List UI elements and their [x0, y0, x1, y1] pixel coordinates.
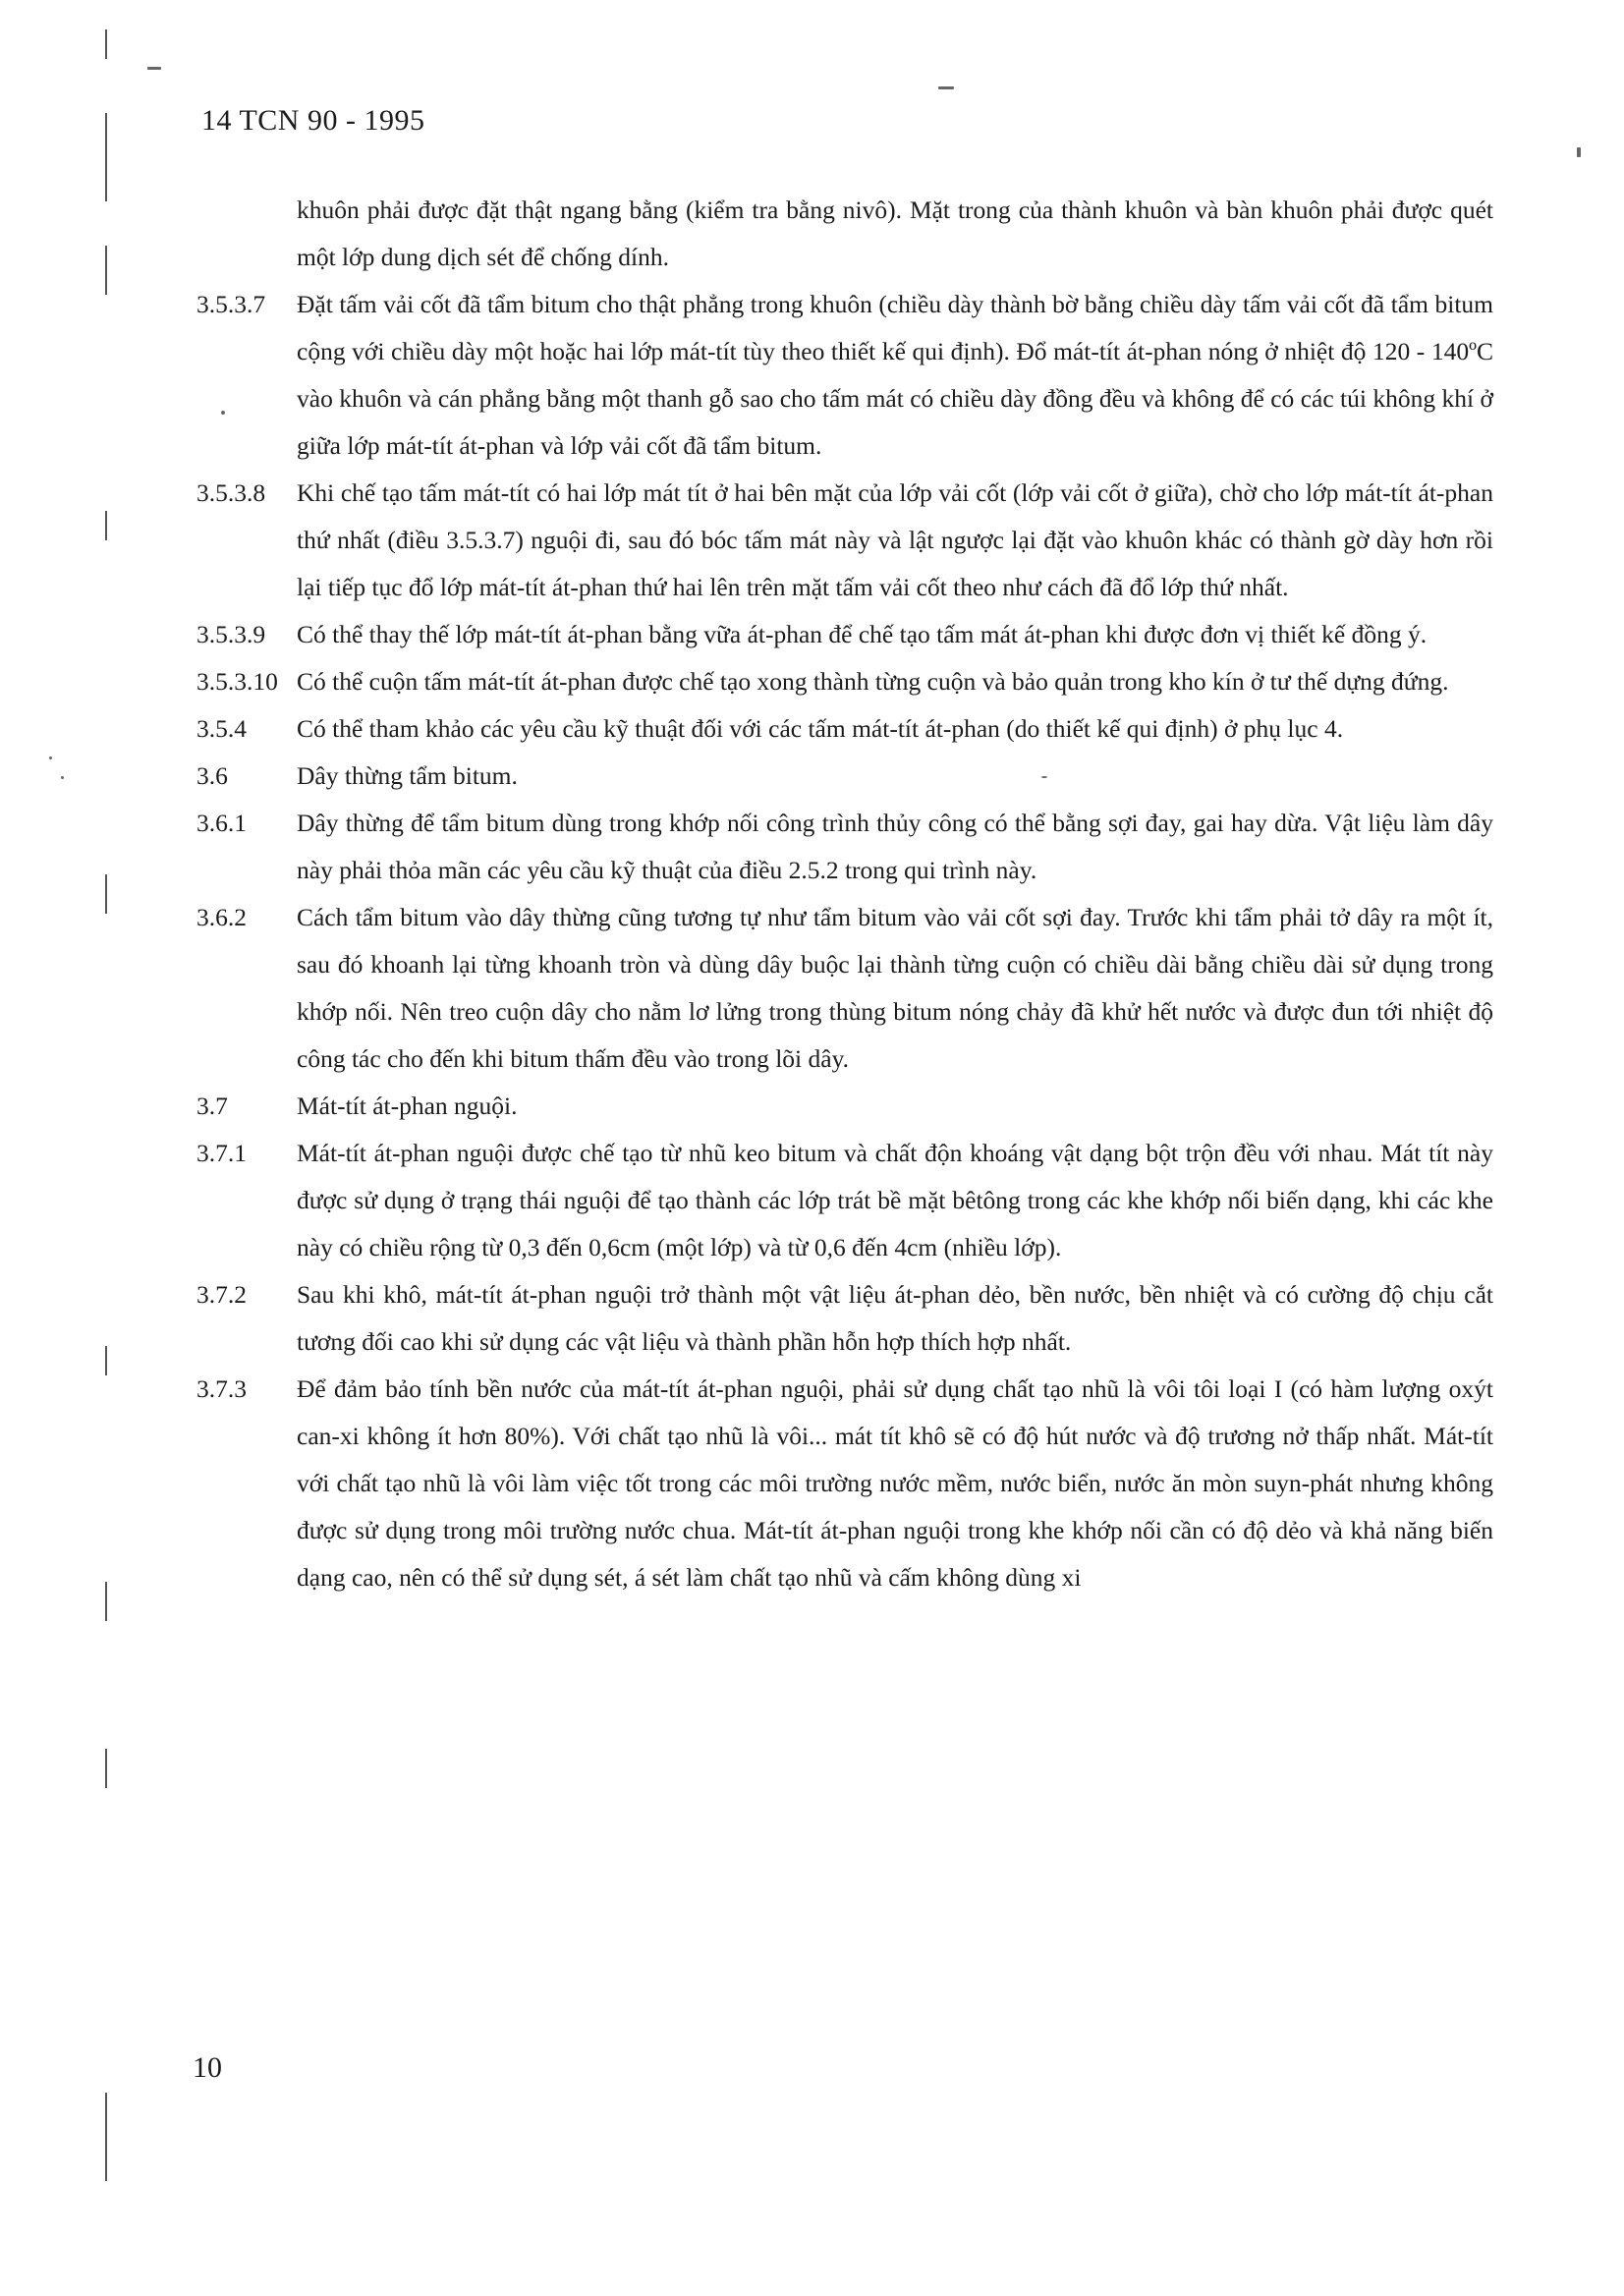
clause-number: 3.5.3.7	[196, 290, 266, 318]
clause-number: 3.7.2	[196, 1280, 247, 1309]
document-code-header: 14 TCN 90 - 1995	[201, 104, 425, 137]
scan-margin-mark	[105, 874, 107, 914]
paragraph-3-5-3-10	[196, 658, 1493, 705]
section-heading-text: Dây thừng tẩm bitum.	[297, 761, 518, 790]
scan-speck	[61, 776, 64, 779]
paragraph-text: Sau khi khô, mát-tít át-phan nguội trở thành một vật liệu át-phan dẻo, bền nước, bền nhiệt và có cường độ chịu cắt tương đối cao khi sử dụng các vật liệu và thành phần hỗn hợp thích hợp nhất.	[297, 1280, 1493, 1356]
paragraph-text: Cách tẩm bitum vào dây thừng cũng tương tự như tẩm bitum vào vải cốt sợi đay. Trước khi tẩm phải tở dây ra một ít, sau đó khoanh lại từng khoanh tròn và dùng dây buộc lại thành từng cuộn có chiều dài bằng chiều dài sử dụng trong khớp nối. Nên treo cuộn dây cho nằm lơ lửng trong thùng bitum nóng chảy đã khử hết nước và được đun tới nhiệt độ công tác cho đến khi bitum thấm đều vào trong lõi dây.	[297, 903, 1493, 1073]
clause-number: 3.7.1	[196, 1139, 247, 1167]
paragraph-text: Đặt tấm vải cốt đã tẩm bitum cho thật phẳng trong khuôn (chiều dày thành bờ bằng chiều dày tấm vải cốt đã tẩm bitum cộng với chiều dày một hoặc hai lớp mát-tít tùy theo thiết kế qui định). Đổ mát-tít át-phan nóng ở nhiệt độ 120 - 140ºC vào khuôn và cán phẳng bằng một thanh gỗ sao cho tấm mát có chiều dày đồng đều và không để có các túi không khí ở giữa lớp mát-tít át-phan và lớp vải cốt đã tẩm bitum.	[297, 290, 1493, 460]
clause-number: 3.6	[196, 761, 228, 790]
scan-margin-mark	[105, 2093, 107, 2181]
clause-number: 3.5.3.8	[196, 478, 266, 507]
page-number: 10	[193, 2051, 222, 2084]
clause-number: 3.5.3.9	[196, 620, 266, 648]
paragraph-text: Có thể thay thế lớp mát-tít át-phan bằng vữa át-phan để chế tạo tấm mát át-phan khi được đơn vị thiết kế đồng ý.	[297, 620, 1428, 648]
clause-number: 3.5.3.10	[196, 667, 278, 696]
clause-number: 3.7.3	[196, 1374, 247, 1403]
paragraph-3-7-1	[196, 1130, 1493, 1271]
section-heading-3-6	[196, 753, 1493, 800]
paragraph-3-6-1	[196, 800, 1493, 894]
clause-number: 3.6.2	[196, 903, 247, 931]
scan-margin-mark	[105, 113, 107, 201]
scan-margin-mark	[105, 1346, 107, 1375]
section-heading-text: Mát-tít át-phan nguội.	[297, 1092, 518, 1120]
document-body	[196, 187, 1493, 1601]
paragraph-text: Khi chế tạo tấm mát-tít có hai lớp mát tít ở hai bên mặt của lớp vải cốt (lớp vải cốt ở giữa), chờ cho lớp mát-tít át-phan thứ nhất (điều 3.5.3.7) nguội đi, sau đó bóc tấm mát này và lật ngược lại đặt vào khuôn khác có thành gờ dày hơn rồi lại tiếp tục đổ lớp mát-tít át-phan thứ hai lên trên mặt tấm vải cốt theo như cách đã đổ lớp thứ nhất.	[297, 478, 1493, 601]
paragraph-continuation	[196, 187, 1493, 281]
paragraph-text: Có thể cuộn tấm mát-tít át-phan được chế tạo xong thành từng cuộn và bảo quản trong kho kín ở tư thế dựng đứng.	[297, 667, 1449, 696]
scan-speck	[938, 86, 954, 89]
scan-margin-mark	[105, 1749, 107, 1788]
clause-number: 3.7	[196, 1092, 228, 1120]
paragraph-text: Có thể tham khảo các yêu cầu kỹ thuật đối với các tấm mát-tít át-phan (do thiết kế qui định) ở phụ lục 4.	[297, 714, 1344, 743]
paragraph-text: khuôn phải được đặt thật ngang bằng (kiểm tra bằng nivô). Mặt trong của thành khuôn và bàn khuôn phải được quét một lớp dung dịch sét để chống dính.	[297, 196, 1493, 271]
paragraph-3-5-3-7	[196, 281, 1493, 470]
paragraph-3-7-3	[196, 1366, 1493, 1601]
paragraph-3-5-3-8	[196, 470, 1493, 611]
scan-margin-mark	[105, 246, 107, 295]
paragraph-3-5-4	[196, 705, 1493, 753]
clause-number: 3.5.4	[196, 714, 247, 743]
section-heading-3-7	[196, 1083, 1493, 1130]
paragraph-text: Để đảm bảo tính bền nước của mát-tít át-phan nguội, phải sử dụng chất tạo nhũ là vôi tôi loại I (có hàm lượng oxýt can-xi không ít hơn 80%). Với chất tạo nhũ là vôi... mát tít khô sẽ có độ hút nước và độ trương nở thấp nhất. Mát-tít với chất tạo nhũ là vôi làm việc tốt trong các môi trường nước mềm, nước biển, nước ăn mòn suyn-phát nhưng không được sử dụng trong môi trường nước chua. Mát-tít át-phan nguội trong khe khớp nối cần có độ dẻo và khả năng biến dạng cao, nên có thể sử dụng sét, á sét làm chất tạo nhũ và cấm không dùng xi	[297, 1374, 1493, 1592]
scan-margin-mark	[105, 511, 107, 540]
clause-number: 3.6.1	[196, 809, 247, 837]
paragraph-3-7-2	[196, 1271, 1493, 1366]
paragraph-3-6-2	[196, 894, 1493, 1083]
scan-speck	[49, 756, 52, 759]
scan-margin-mark	[105, 29, 107, 59]
paragraph-text: Mát-tít át-phan nguội được chế tạo từ nhũ keo bitum và chất độn khoáng vật dạng bột trộn đều với nhau. Mát tít này được sử dụng ở trạng thái nguội để tạo thành các lớp trát bề mặt bêtông trong các khe khớp nối biến dạng, khi các khe này có chiều rộng từ 0,3 đến 0,6cm (một lớp) và từ 0,6 đến 4cm (nhiều lớp).	[297, 1139, 1493, 1261]
scan-speck	[1577, 147, 1581, 157]
scan-speck	[147, 67, 161, 70]
paragraph-text: Dây thừng để tẩm bitum dùng trong khớp nối công trình thủy công có thể bằng sợi đay, gai hay dừa. Vật liệu làm dây này phải thỏa mãn các yêu cầu kỹ thuật của điều 2.5.2 trong qui trình này.	[297, 809, 1493, 884]
scan-margin-mark	[105, 1582, 107, 1621]
paragraph-3-5-3-9	[196, 611, 1493, 658]
